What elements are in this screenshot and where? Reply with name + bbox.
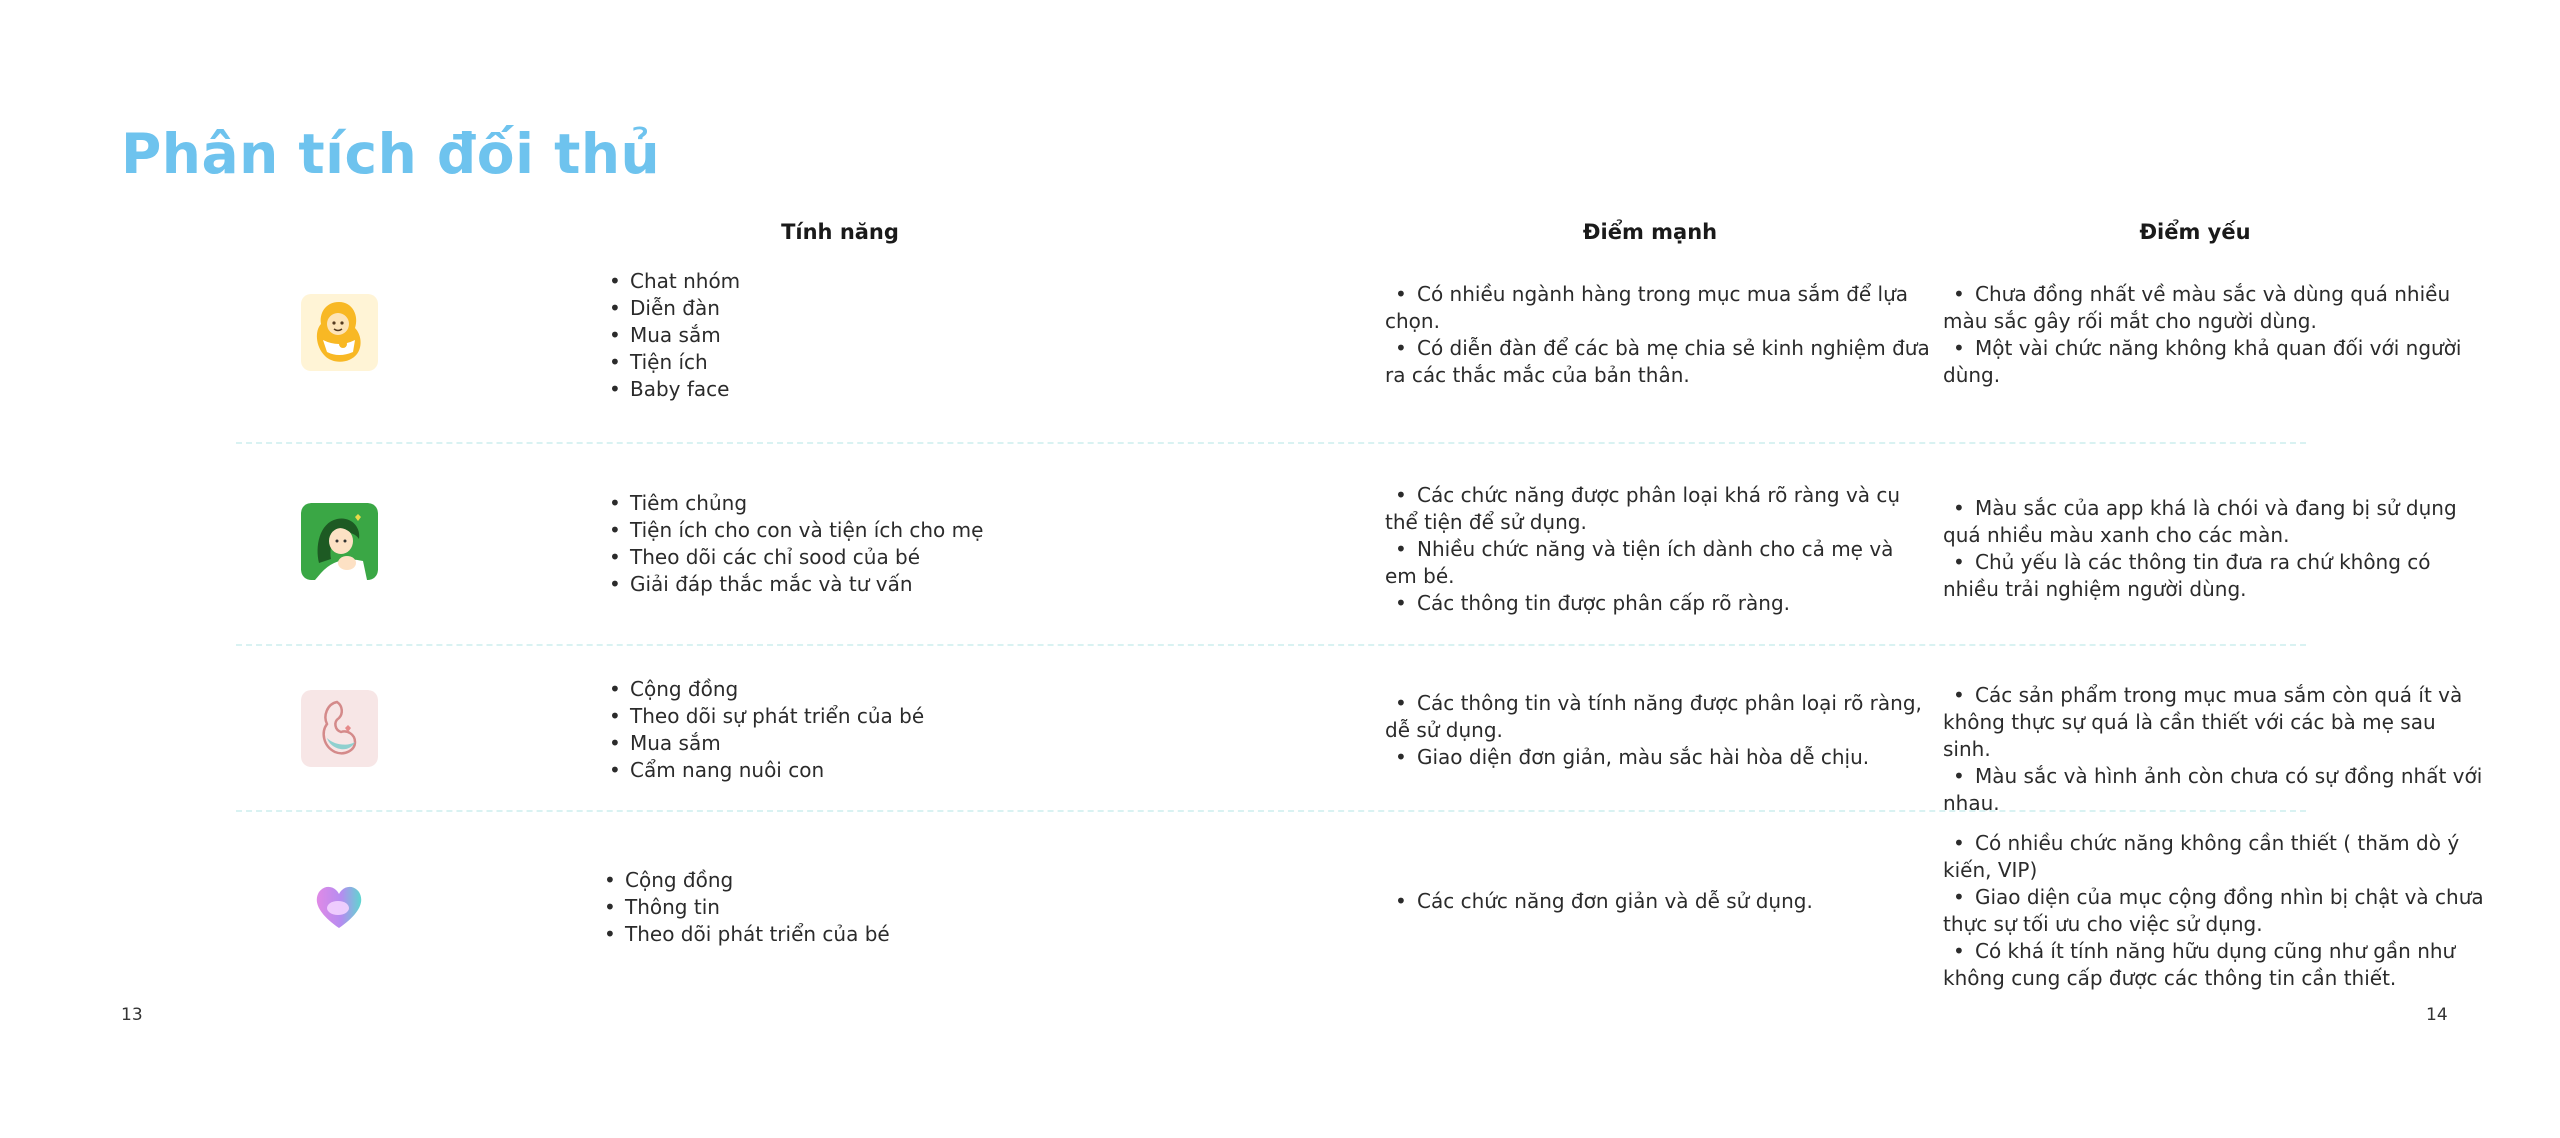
list-item: • Có khá ít tính năng hữu dụng cũng như gần như không cung cấp được các thông tin cần thiết. bbox=[1943, 939, 2456, 990]
list-item: • Theo dõi phát triển của bé bbox=[603, 921, 890, 948]
page-title: Phân tích đối thủ bbox=[121, 122, 661, 186]
weaknesses-list-4 bbox=[1943, 830, 2488, 992]
list-item: • Tiện ích cho con và tiện ích cho mẹ bbox=[608, 517, 983, 544]
list-item: • Các chức năng đơn giản và dễ sử dụng. bbox=[1395, 889, 1813, 913]
page-number-left: 13 bbox=[121, 1005, 143, 1025]
mother-baby-app-icon bbox=[301, 503, 378, 580]
pregnancy-app-icon bbox=[301, 690, 378, 767]
row-separator bbox=[236, 810, 2306, 812]
list-item: • Màu sắc và hình ảnh còn chưa có sự đồng nhất với nhau. bbox=[1943, 764, 2483, 815]
features-list-1 bbox=[608, 268, 740, 403]
list-item: • Cộng đồng bbox=[608, 676, 924, 703]
list-item: • Theo dõi các chỉ sood của bé bbox=[608, 544, 983, 571]
baby-app-icon bbox=[301, 294, 378, 371]
features-list-3 bbox=[608, 676, 924, 784]
row-separator bbox=[236, 644, 2306, 646]
list-item: • Giải đáp thắc mắc và tư vấn bbox=[608, 571, 983, 598]
page-number-right: 14 bbox=[2426, 1005, 2448, 1025]
strengths-list-2 bbox=[1385, 482, 1930, 617]
list-item: • Mua sắm bbox=[608, 730, 924, 757]
header-features: Tính năng bbox=[781, 220, 899, 244]
weaknesses-list-3 bbox=[1943, 682, 2488, 817]
list-item: • Các sản phẩm trong mục mua sắm còn quá ít và không thực sự quá là cần thiết với các bà mẹ sau sinh. bbox=[1943, 683, 2463, 761]
list-item: • Màu sắc của app khá là chói và đang bị sử dụng quá nhiều màu xanh cho các màn. bbox=[1943, 496, 2457, 547]
list-item: • Một vài chức năng không khả quan đối với người dùng. bbox=[1943, 336, 2462, 387]
strengths-list-4 bbox=[1385, 888, 1930, 915]
list-item: • Nhiều chức năng và tiện ích dành cho cả mẹ và em bé. bbox=[1385, 537, 1894, 588]
header-strengths: Điểm mạnh bbox=[1582, 220, 1718, 244]
list-item: • Mua sắm bbox=[608, 322, 740, 349]
header-weaknesses: Điểm yếu bbox=[2139, 220, 2251, 244]
list-item: • Các thông tin và tính năng được phân loại rõ ràng, dễ sử dụng. bbox=[1385, 691, 1922, 742]
list-item: • Có diễn đàn để các bà mẹ chia sẻ kinh nghiệm đưa ra các thắc mắc của bản thân. bbox=[1385, 336, 1930, 387]
list-item: • Tiện ích bbox=[608, 349, 740, 376]
list-item: • Các chức năng được phân loại khá rõ ràng và cụ thể tiện để sử dụng. bbox=[1385, 483, 1901, 534]
features-list-2 bbox=[608, 490, 983, 598]
weaknesses-list-1 bbox=[1943, 281, 2488, 389]
list-item: • Các thông tin được phân cấp rõ ràng. bbox=[1395, 591, 1790, 615]
list-item: • Chat nhóm bbox=[608, 268, 740, 295]
list-item: • Giao diện đơn giản, màu sắc hài hòa dễ chịu. bbox=[1395, 745, 1870, 769]
strengths-list-3 bbox=[1385, 690, 1930, 771]
list-item: • Có nhiều chức năng không cần thiết ( thăm dò ý kiến, VIP) bbox=[1943, 831, 2460, 882]
list-item: • Baby face bbox=[608, 376, 740, 403]
list-item: • Giao diện của mục cộng đồng nhìn bị chật và chưa thực sự tối ưu cho việc sử dụng. bbox=[1943, 885, 2484, 936]
list-item: • Chưa đồng nhất về màu sắc và dùng quá nhiều màu sắc gây rối mắt cho người dùng. bbox=[1943, 282, 2451, 333]
row-separator bbox=[236, 442, 2306, 444]
list-item: • Cộng đồng bbox=[603, 867, 890, 894]
features-list-4 bbox=[603, 867, 890, 948]
list-item: • Chủ yếu là các thông tin đưa ra chứ không có nhiều trải nghiệm người dùng. bbox=[1943, 550, 2431, 601]
list-item: • Tiêm chủng bbox=[608, 490, 983, 517]
weaknesses-list-2 bbox=[1943, 495, 2488, 603]
list-item: • Cẩm nang nuôi con bbox=[608, 757, 924, 784]
heart-app-icon bbox=[301, 866, 378, 943]
list-item: • Thông tin bbox=[603, 894, 890, 921]
list-item: • Có nhiều ngành hàng trong mục mua sắm để lựa chọn. bbox=[1385, 282, 1909, 333]
list-item: • Theo dõi sự phát triển của bé bbox=[608, 703, 924, 730]
strengths-list-1 bbox=[1385, 281, 1930, 389]
list-item: • Diễn đàn bbox=[608, 295, 740, 322]
